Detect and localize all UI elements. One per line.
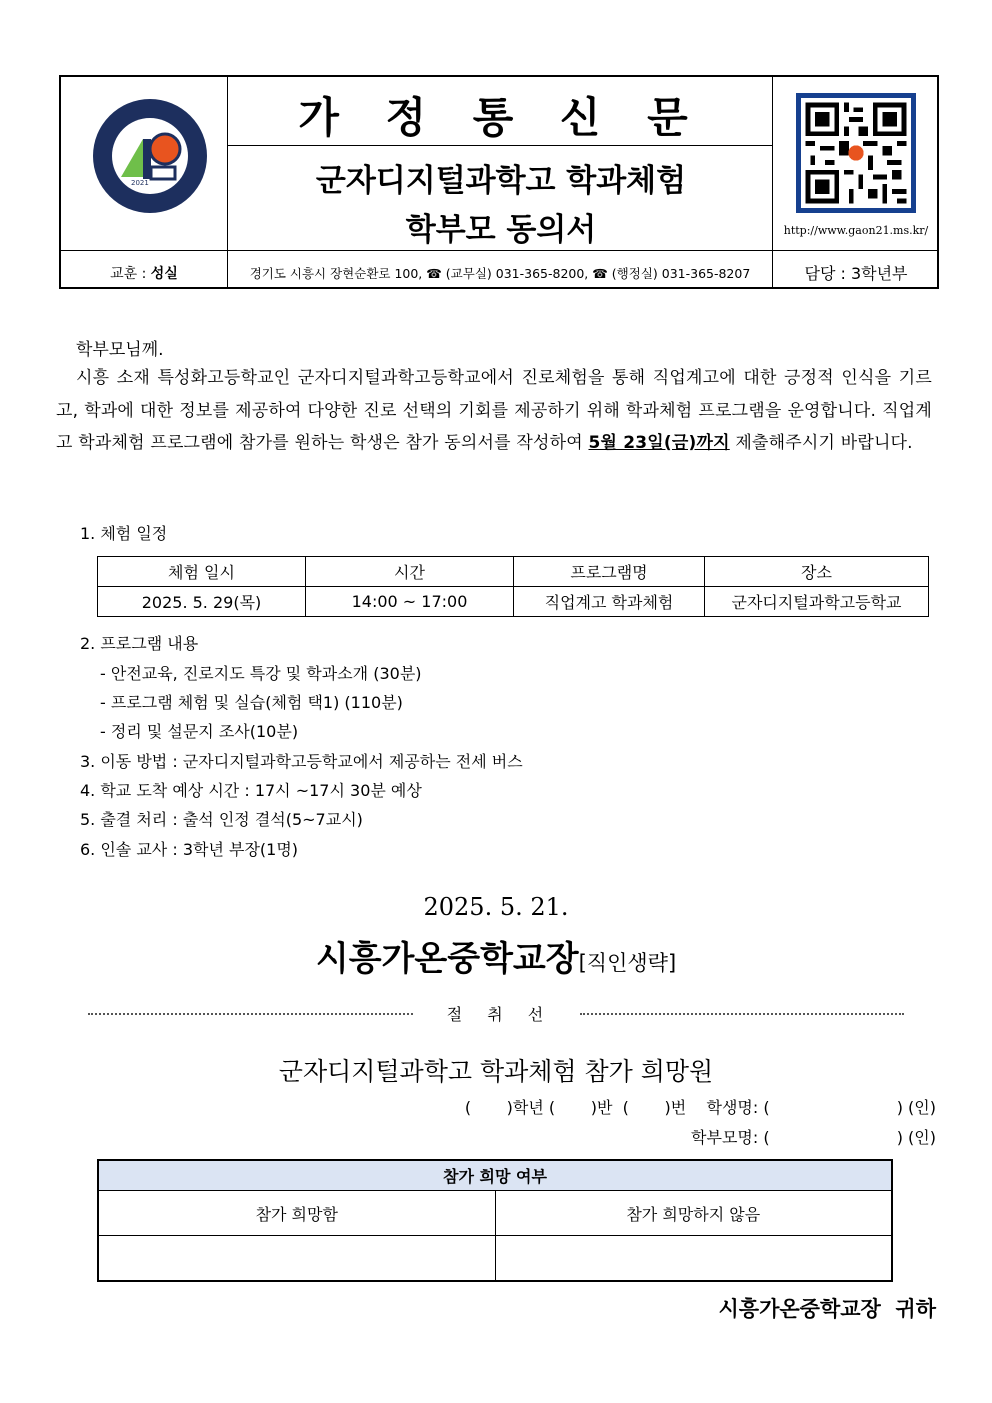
table-cell: 14:00 ~ 17:00 (306, 587, 514, 617)
school-url[interactable]: http://www.gaon21.ms.kr/ (783, 224, 929, 237)
school-address: 경기도 시흥시 장현순환로 100, ☎ (교무실) 031-365-8200, ☎ (행정실) 031-365-8207 (249, 266, 751, 281)
option-decline-label: 참가 희망하지 않음 (495, 1191, 892, 1236)
cut-line-right (580, 1013, 904, 1015)
list-item: 6. 인솔 교사 : 3학년 부장(1명) (80, 840, 299, 859)
document-subtitle: 군자디지털과학고 학과체험 (315, 163, 687, 199)
student-info-line[interactable]: ( )학년 ( )반 ( )번 학생명: ( ) (인) (464, 1098, 936, 1117)
header-cell: 프로그램명 (514, 557, 705, 587)
option-attend-checkbox[interactable] (98, 1236, 495, 1282)
header-cell: 장소 (705, 557, 929, 587)
table-cell: 군자디지털과학고등학교 (705, 587, 929, 617)
list-item: 5. 출결 처리 : 출석 인정 결석(5~7교시) (80, 810, 363, 829)
section1-heading: 1. 체험 일정 (80, 524, 168, 543)
participation-table (97, 1159, 893, 1282)
option-decline-checkbox[interactable] (495, 1236, 892, 1282)
form-title: 군자디지털과학고 학과체험 참가 희망원 (278, 1057, 714, 1086)
newsletter-title: 가 정 통 신 문 (298, 93, 704, 142)
greeting: 학부모님께. (76, 340, 164, 360)
list-item: - 프로그램 체험 및 실습(체험 택1) (110분) (100, 693, 403, 712)
school-motto: 교훈 : 성실 (110, 266, 178, 282)
deadline: 5월 23일(금)까지 (588, 433, 730, 453)
header-cell: 시간 (306, 557, 514, 587)
document-title: 학부모 동의서 (405, 212, 597, 248)
letterhead (59, 75, 939, 289)
qr-code[interactable] (796, 93, 916, 213)
principal-signature: 시흥가온중학교장[직인생략] (315, 939, 677, 979)
list-item: 4. 학교 도착 예상 시간 : 17시 ~17시 30분 예상 (80, 781, 422, 800)
table-header-row (98, 557, 929, 587)
table-cell: 2025. 5. 29(목) (98, 587, 306, 617)
parent-name-line[interactable]: 학부모명: ( ) (인) (691, 1128, 936, 1147)
list-item: - 안전교육, 진로지도 특강 및 학과소개 (30분) (100, 664, 422, 683)
list-item: 3. 이동 방법 : 군자디지털과학고등학교에서 제공하는 전세 버스 (80, 752, 523, 771)
list-item: - 정리 및 설문지 조사(10분) (100, 722, 299, 741)
school-logo (91, 97, 209, 215)
cut-line-label: 절 취 선 (446, 1005, 554, 1024)
department: 담당 : 3학년부 (804, 264, 908, 283)
header-cell: 체험 일시 (98, 557, 306, 587)
addressee: 시흥가온중학교장 귀하 (718, 1296, 936, 1321)
cut-line-left (88, 1013, 413, 1015)
table-row (98, 587, 929, 617)
section2-heading: 2. 프로그램 내용 (80, 634, 199, 653)
issue-date: 2025. 5. 21. (423, 893, 569, 921)
schedule-table (97, 556, 929, 617)
option-attend-label: 참가 희망함 (98, 1191, 495, 1236)
participation-header: 참가 희망 여부 (98, 1160, 892, 1191)
intro-paragraph: 시흥 소재 특성화고등학교인 군자디지털과학고등학교에서 진로체험을 통해 직업계고에 대한 긍정적 인식을 기르고, 학과에 대한 정보를 제공하여 다양한 진로 선택의 기회를 제공하기 위해 학과체험 프로그램을 운영합니다. 직업계고 학과체험 프로그램에 참가를 원하는 학생은 참가 동의서를 작성하여 5월 23일(금)까지 제출해주시기 바랍니다. (56, 368, 932, 453)
svg-text:2021: 2021 (131, 179, 149, 187)
table-cell: 직업계고 학과체험 (514, 587, 705, 617)
